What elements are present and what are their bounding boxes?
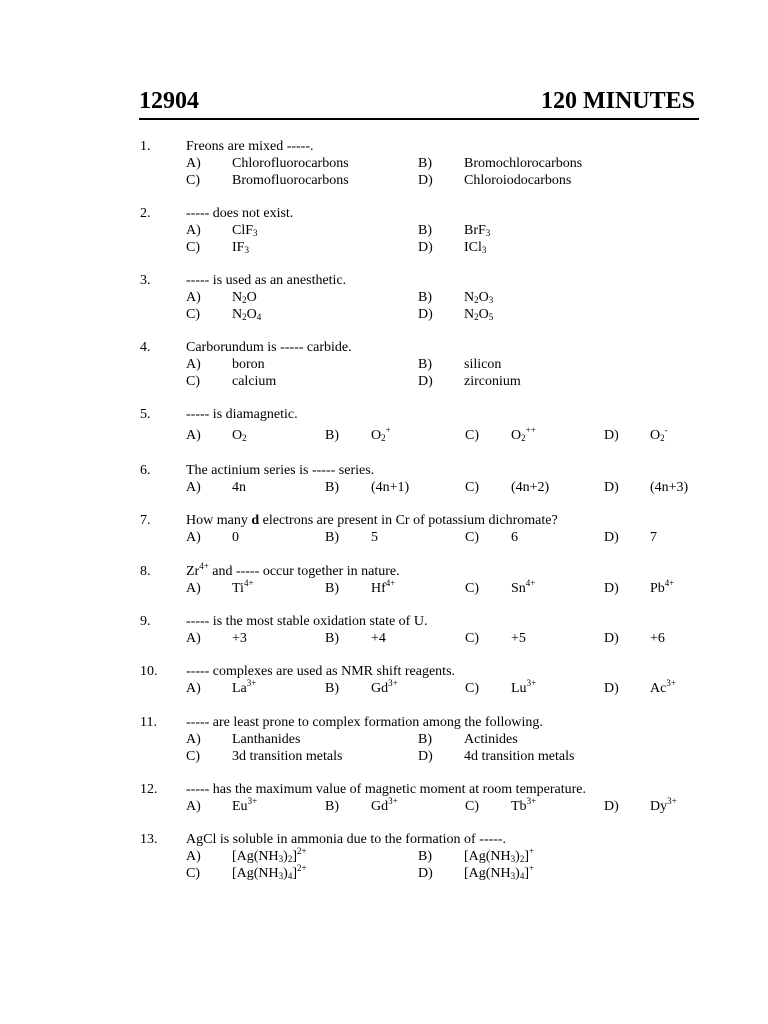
- option-label: D): [604, 581, 619, 596]
- option-text: 0: [232, 530, 239, 545]
- option-text: Chloroiodocarbons: [464, 173, 572, 188]
- option-row: [140, 848, 720, 865]
- option-text: +5: [511, 631, 526, 646]
- question-number: 1.: [140, 139, 151, 154]
- option-text: (4n+2): [511, 480, 550, 495]
- option-label: D): [418, 866, 433, 881]
- question-stem: ----- is the most stable oxidation state of U.: [186, 614, 428, 629]
- option-text: silicon: [464, 357, 502, 372]
- option-row: [140, 630, 720, 647]
- question-stem: ----- does not exist.: [186, 206, 294, 221]
- option-text: $Sn^{4+}$: [511, 578, 536, 596]
- option-row: [140, 306, 720, 323]
- option-row: [140, 748, 720, 765]
- question-block: [140, 714, 720, 765]
- question-block: [140, 138, 720, 189]
- option-row: [140, 222, 720, 239]
- option-row: [140, 427, 720, 444]
- option-label: D): [604, 681, 619, 696]
- question-block: [140, 613, 720, 647]
- question-stem: ----- are least prone to complex formation among the following.: [186, 715, 543, 730]
- option-text: $[Ag(NH_3)_4]^{2+}$: [232, 863, 307, 881]
- question-stem: How many d electrons are present in Cr of potassium dichromate?: [186, 513, 558, 528]
- option-label: B): [418, 223, 432, 238]
- option-text: $Lu^{3+}$: [511, 678, 537, 696]
- question-block: [140, 406, 720, 444]
- option-text: Bromochlorocarbons: [464, 156, 583, 171]
- option-text: $[Ag(NH_3)_4]^+$: [464, 863, 535, 881]
- option-row: [140, 172, 720, 189]
- question-line: [140, 205, 720, 222]
- question-number: 4.: [140, 340, 151, 355]
- question-block: [140, 462, 720, 496]
- option-label: C): [465, 428, 479, 443]
- option-text: 3d transition metals: [232, 749, 343, 764]
- option-label: D): [604, 428, 619, 443]
- option-label: D): [418, 749, 433, 764]
- option-label: B): [325, 681, 339, 696]
- option-label: B): [325, 480, 339, 495]
- option-text: Bromofluorocarbons: [232, 173, 349, 188]
- question-line: [140, 781, 720, 798]
- question-block: [140, 272, 720, 323]
- question-line: [140, 613, 720, 630]
- option-text: $La^{3+}$: [232, 678, 257, 696]
- option-label: C): [465, 480, 479, 495]
- question-stem: Carborundum is ----- carbide.: [186, 340, 352, 355]
- question-number: 11.: [140, 715, 157, 730]
- question-number: 7.: [140, 513, 151, 528]
- option-label: D): [418, 307, 433, 322]
- option-text: 6: [511, 530, 518, 545]
- option-row: [140, 731, 720, 748]
- option-label: C): [465, 681, 479, 696]
- option-text: $Ac^{3+}$: [650, 678, 676, 696]
- question-line: [140, 272, 720, 289]
- question-line: [140, 138, 720, 155]
- page-header: [139, 88, 699, 120]
- option-label: C): [465, 799, 479, 814]
- option-text: $[Ag(NH_3)_2]^{2+}$: [232, 846, 307, 864]
- option-text: $N_2O_4$: [232, 307, 262, 322]
- option-row: [140, 356, 720, 373]
- option-text: +4: [371, 631, 386, 646]
- option-label: D): [604, 480, 619, 495]
- question-number: 8.: [140, 564, 151, 579]
- question-block: [140, 831, 720, 882]
- option-label: A): [186, 581, 201, 596]
- option-text: $[Ag(NH_3)_2]^+$: [464, 846, 535, 864]
- question-stem: Freons are mixed -----.: [186, 139, 314, 154]
- question-line: [140, 339, 720, 356]
- option-label: C): [186, 374, 200, 389]
- option-label: A): [186, 223, 201, 238]
- option-text: ClF$_3$: [232, 223, 258, 238]
- option-text: (4n+3): [650, 480, 689, 495]
- option-label: C): [465, 530, 479, 545]
- question-number: 9.: [140, 614, 151, 629]
- option-label: B): [325, 631, 339, 646]
- question-line: [140, 512, 720, 529]
- option-label: A): [186, 480, 201, 495]
- option-text: $Gd^{3+}$: [371, 796, 398, 814]
- option-label: B): [325, 581, 339, 596]
- option-label: A): [186, 357, 201, 372]
- option-label: D): [604, 530, 619, 545]
- option-text: +3: [232, 631, 247, 646]
- question-stem: ----- has the maximum value of magnetic moment at room temperature.: [186, 782, 587, 797]
- option-text: $Gd^{3+}$: [371, 678, 398, 696]
- question-number: 6.: [140, 463, 151, 478]
- option-text: Lanthanides: [232, 732, 301, 747]
- question-block: [140, 512, 720, 546]
- option-row: [140, 479, 720, 496]
- question-line: [140, 831, 720, 848]
- option-label: A): [186, 799, 201, 814]
- option-text: (4n+1): [371, 480, 410, 495]
- question-block: [140, 663, 720, 697]
- question-line: [140, 563, 720, 580]
- option-text: $Ti^{4+}$: [232, 578, 254, 596]
- option-label: A): [186, 428, 201, 443]
- option-text: $N_2O$: [232, 290, 257, 305]
- option-text: Chlorofluorocarbons: [232, 156, 349, 171]
- question-number: 3.: [140, 273, 151, 288]
- option-label: D): [418, 173, 433, 188]
- option-label: B): [418, 732, 432, 747]
- option-label: D): [604, 631, 619, 646]
- option-row: [140, 239, 720, 256]
- option-text: $O_2^-$: [650, 425, 668, 443]
- option-text: $Tb^{3+}$: [511, 796, 537, 814]
- option-text: BrF$_3$: [464, 223, 491, 238]
- option-text: $N_2O_5$: [464, 307, 494, 322]
- option-label: A): [186, 681, 201, 696]
- option-label: C): [186, 749, 200, 764]
- option-label: B): [418, 357, 432, 372]
- question-number: 13.: [140, 832, 158, 847]
- option-label: A): [186, 631, 201, 646]
- option-text: ICl$_3$: [464, 240, 487, 255]
- option-label: D): [418, 374, 433, 389]
- option-row: [140, 580, 720, 597]
- question-line: [140, 406, 720, 423]
- option-label: C): [186, 866, 200, 881]
- option-text: Actinides: [464, 732, 518, 747]
- question-block: [140, 781, 720, 815]
- option-row: [140, 798, 720, 815]
- question-stem: $Zr^{4+}$ and ----- occur together in nature.: [186, 561, 400, 579]
- question-block: [140, 563, 720, 597]
- option-label: D): [418, 240, 433, 255]
- option-label: A): [186, 156, 201, 171]
- option-text: calcium: [232, 374, 277, 389]
- option-text: zirconium: [464, 374, 521, 389]
- question-block: [140, 205, 720, 256]
- option-text: $IF_3$: [232, 240, 249, 255]
- option-text: boron: [232, 357, 265, 372]
- question-number: 2.: [140, 206, 151, 221]
- option-label: C): [186, 307, 200, 322]
- option-text: $O_2^{++}$: [511, 425, 536, 443]
- option-text: $O_2^+$: [371, 425, 391, 443]
- option-text: +6: [650, 631, 665, 646]
- question-stem: ----- complexes are used as NMR shift reagents.: [186, 664, 456, 679]
- option-label: B): [418, 156, 432, 171]
- option-text: 5: [371, 530, 378, 545]
- option-text: 4n: [232, 480, 246, 495]
- option-text: $Hf^{4+}$: [371, 578, 396, 596]
- question-line: [140, 663, 720, 680]
- option-label: D): [604, 799, 619, 814]
- question-number: 12.: [140, 782, 158, 797]
- question-number: 10.: [140, 664, 158, 679]
- question-line: [140, 714, 720, 731]
- option-label: B): [325, 428, 339, 443]
- option-text: 4d transition metals: [464, 749, 575, 764]
- option-row: [140, 289, 720, 306]
- option-label: C): [465, 631, 479, 646]
- option-label: A): [186, 290, 201, 305]
- question-stem: ----- is used as an anesthetic.: [186, 273, 347, 288]
- option-row: [140, 155, 720, 172]
- option-row: [140, 865, 720, 882]
- option-label: B): [325, 530, 339, 545]
- option-label: C): [465, 581, 479, 596]
- option-text: 7: [650, 530, 657, 545]
- option-text: $O_2$: [232, 428, 247, 443]
- option-label: A): [186, 732, 201, 747]
- question-stem: AgCl is soluble in ammonia due to the formation of -----.: [186, 832, 506, 847]
- exam-duration: 120 MINUTES: [540, 88, 695, 114]
- question-stem: ----- is diamagnetic.: [186, 407, 298, 422]
- option-label: B): [418, 849, 432, 864]
- option-row: [140, 529, 720, 546]
- option-label: A): [186, 530, 201, 545]
- option-label: C): [186, 240, 200, 255]
- option-text: $N_2O_3$: [464, 290, 494, 305]
- question-line: [140, 462, 720, 479]
- exam-code: 12904: [139, 88, 199, 114]
- question-stem: The actinium series is ----- series.: [186, 463, 375, 478]
- option-text: $Pb^{4+}$: [650, 578, 675, 596]
- option-label: B): [418, 290, 432, 305]
- option-text: $Eu^{3+}$: [232, 796, 258, 814]
- question-number: 5.: [140, 407, 151, 422]
- option-row: [140, 373, 720, 390]
- question-block: [140, 339, 720, 390]
- option-row: [140, 680, 720, 697]
- option-label: B): [325, 799, 339, 814]
- option-label: C): [186, 173, 200, 188]
- option-text: $Dy^{3+}$: [650, 796, 677, 814]
- option-label: A): [186, 849, 201, 864]
